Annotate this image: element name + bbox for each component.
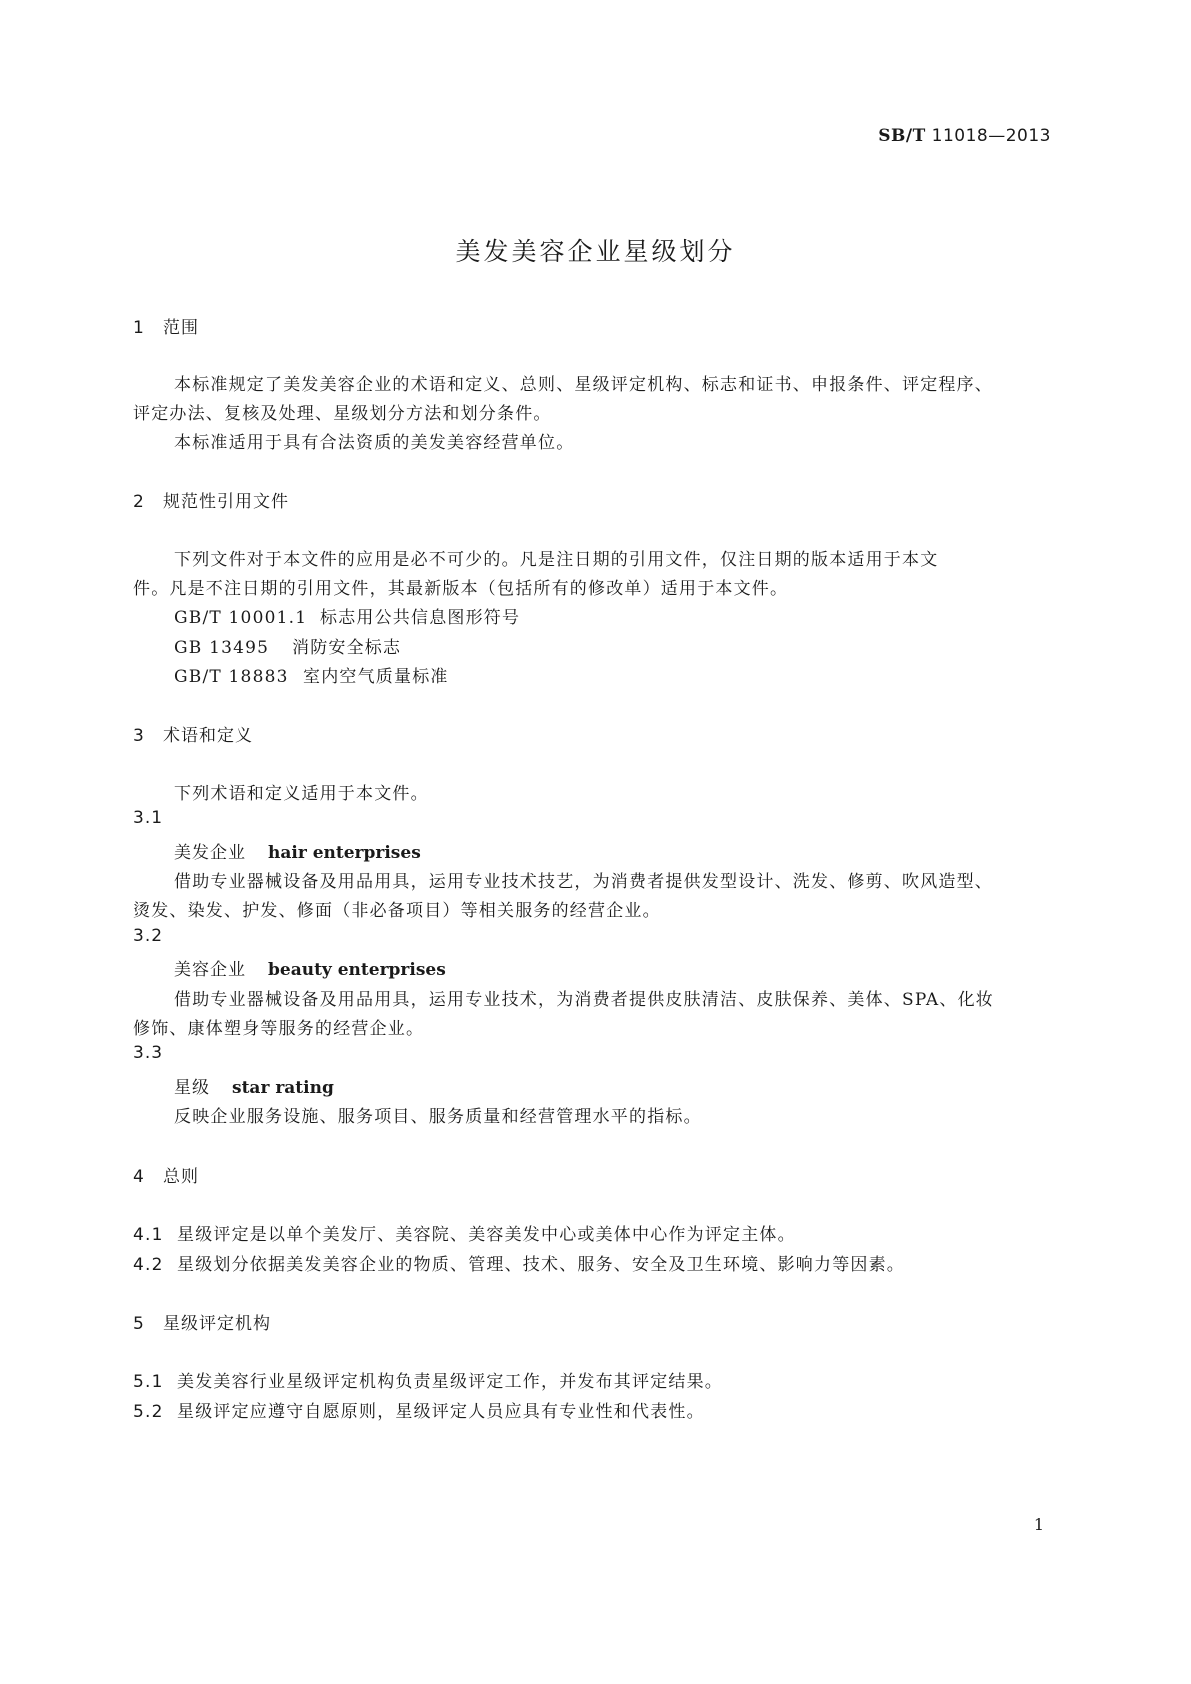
clause [133, 1367, 723, 1392]
clause-text: 星级划分依据美发美容企业的物质、管理、技术、服务、安全及卫生环境、影响力等因素。 [177, 1255, 905, 1275]
section-number: 1 [133, 318, 145, 338]
term-chinese: 美发企业 [174, 843, 246, 863]
page-number: 1 [1033, 1515, 1044, 1534]
clause [133, 1397, 705, 1422]
section-5-heading [133, 1309, 271, 1334]
term-number: 3.1 [133, 808, 164, 828]
reference-item [174, 633, 401, 658]
paragraph-line: 评定办法、复核及处理、星级划分方法和划分条件。 [133, 404, 552, 424]
section-1-heading [133, 313, 199, 338]
reference-title: 室内空气质量标准 [303, 667, 449, 687]
section-number: 3 [133, 726, 145, 746]
standard-number: 11018—2013 [931, 126, 1051, 146]
definition-line: 修饰、康体塑身等服务的经营企业。 [133, 1019, 425, 1039]
section-title: 星级评定机构 [163, 1314, 271, 1334]
reference-code: GB/T 10001.1 [174, 608, 308, 628]
definition-line: 借助专业器械设备及用品用具，运用专业技术技艺，为消费者提供发型设计、洗发、修剪、吹风造型、 [174, 872, 993, 892]
clause-number: 4.2 [133, 1255, 164, 1275]
definition-line: 借助专业器械设备及用品用具，运用专业技术，为消费者提供皮肤清洁、皮肤保养、美体、SPA、化妆 [174, 990, 994, 1010]
term-entry [174, 955, 446, 980]
reference-title: 标志用公共信息图形符号 [320, 608, 521, 628]
clause-text: 星级评定应遵守自愿原则，星级评定人员应具有专业性和代表性。 [177, 1402, 705, 1422]
term-chinese: 星级 [174, 1078, 210, 1098]
reference-title: 消防安全标志 [292, 638, 402, 658]
section-3-heading [133, 721, 253, 746]
term-entry [174, 1073, 334, 1098]
paragraph-line: 下列术语和定义适用于本文件。 [174, 784, 429, 804]
section-4-heading [133, 1162, 199, 1187]
clause-number: 5.1 [133, 1372, 164, 1392]
reference-item [174, 662, 449, 687]
section-title: 术语和定义 [163, 726, 253, 746]
section-number: 2 [133, 492, 145, 512]
clause-number: 4.1 [133, 1225, 164, 1245]
definition-line: 烫发、染发、护发、修面（非必备项目）等相关服务的经营企业。 [133, 901, 661, 921]
clause-text: 美发美容行业星级评定机构负责星级评定工作，并发布其评定结果。 [177, 1372, 723, 1392]
term-english: hair enterprises [268, 843, 421, 863]
paragraph-line: 本标准规定了美发美容企业的术语和定义、总则、星级评定机构、标志和证书、申报条件、评定程序、 [174, 375, 993, 395]
reference-code: GB 13495 [174, 638, 270, 658]
clause [133, 1250, 905, 1275]
paragraph-line: 件。凡是不注日期的引用文件，其最新版本（包括所有的修改单）适用于本文件。 [133, 579, 789, 599]
paragraph-line: 本标准适用于具有合法资质的美发美容经营单位。 [174, 433, 575, 453]
term-english: beauty enterprises [268, 960, 446, 980]
term-chinese: 美容企业 [174, 960, 246, 980]
term-number: 3.3 [133, 1043, 164, 1063]
reference-item [174, 603, 520, 628]
reference-code: GB/T 18883 [174, 667, 289, 687]
section-number: 5 [133, 1314, 145, 1334]
document-title: 美发美容企业星级划分 [455, 237, 736, 266]
section-title: 范围 [163, 318, 199, 338]
term-number: 3.2 [133, 926, 164, 946]
clause-number: 5.2 [133, 1402, 164, 1422]
section-title: 总则 [163, 1167, 199, 1187]
clause-text: 星级评定是以单个美发厅、美容院、美容美发中心或美体中心作为评定主体。 [177, 1225, 796, 1245]
section-title: 规范性引用文件 [163, 492, 289, 512]
term-entry [174, 838, 421, 863]
section-2-heading [133, 487, 289, 512]
section-number: 4 [133, 1167, 145, 1187]
standard-prefix: SB/T [878, 126, 926, 146]
clause [133, 1220, 796, 1245]
paragraph-line: 下列文件对于本文件的应用是必不可少的。凡是注日期的引用文件，仅注日期的版本适用于本文 [174, 550, 939, 570]
term-english: star rating [232, 1078, 334, 1098]
standard-code [878, 126, 1051, 146]
definition-line: 反映企业服务设施、服务项目、服务质量和经营管理水平的指标。 [174, 1107, 702, 1127]
